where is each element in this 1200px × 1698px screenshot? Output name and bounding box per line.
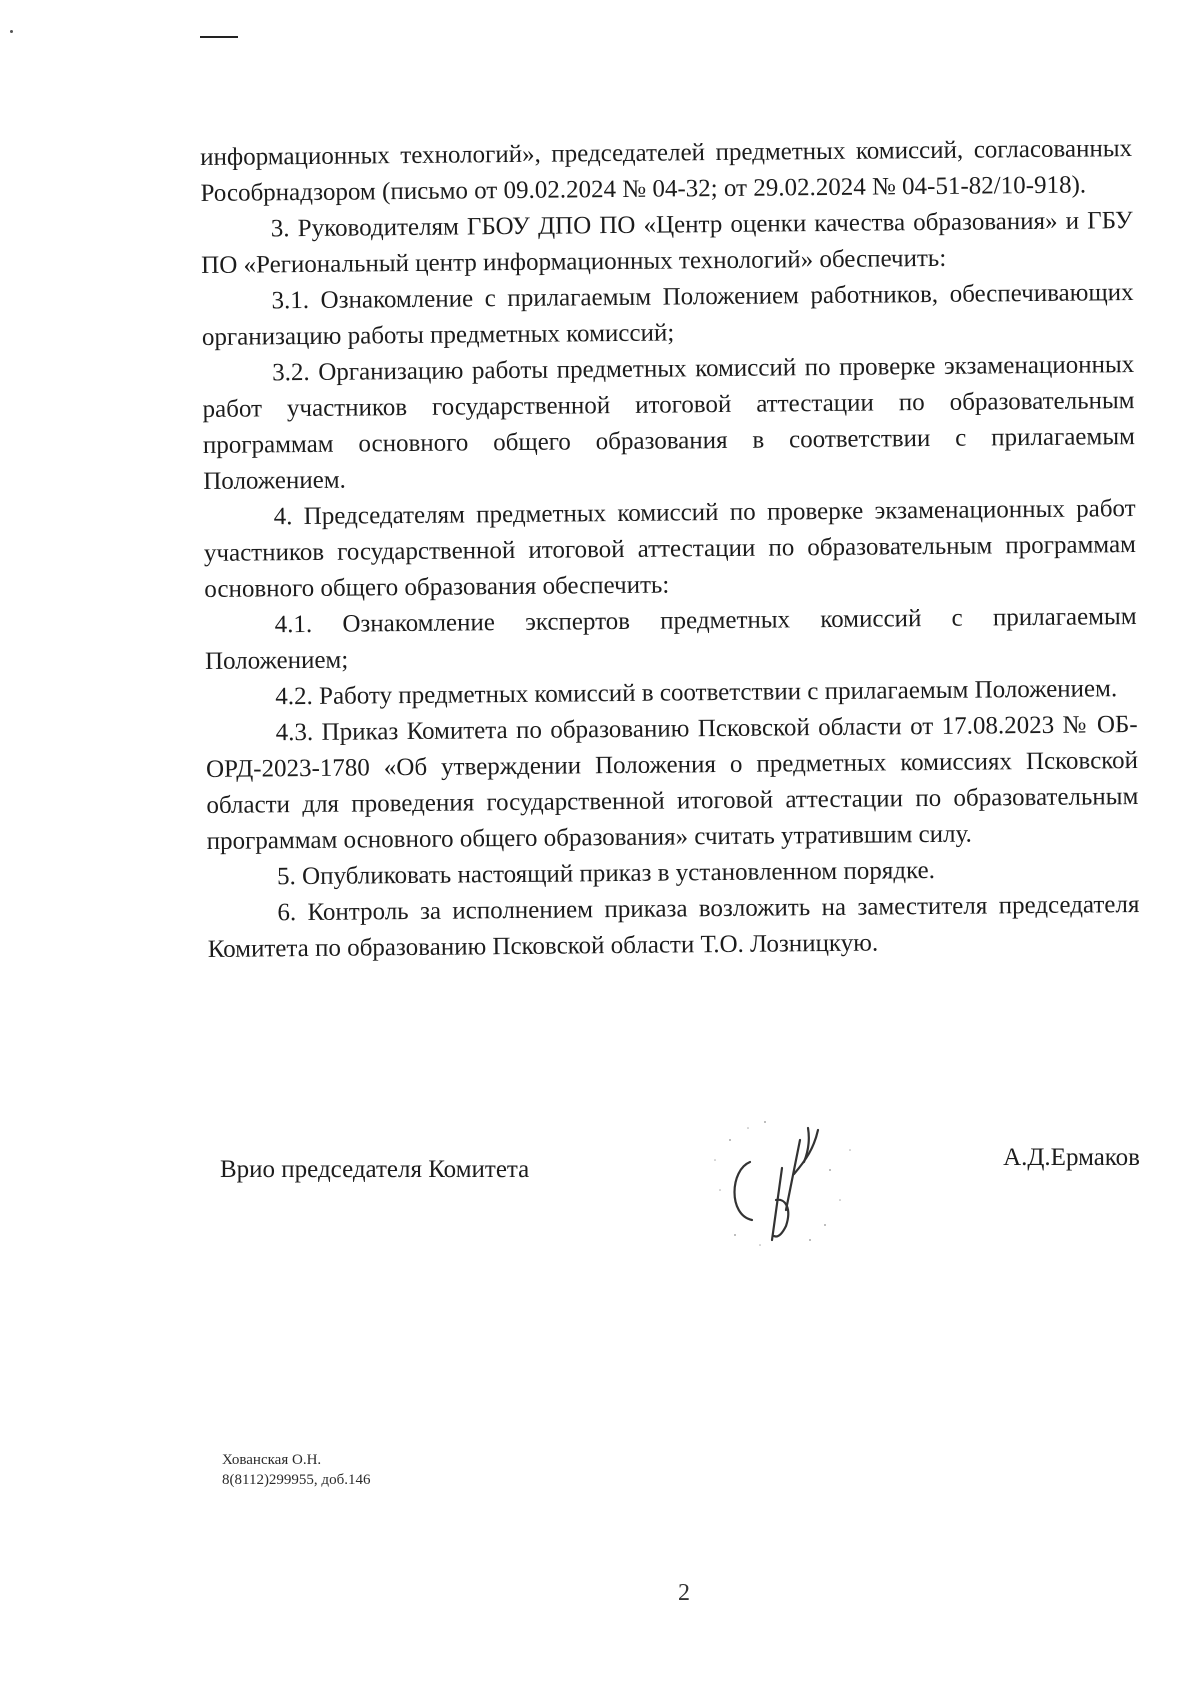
executor-phone: 8(8112)299955, доб.146: [222, 1472, 371, 1488]
signatory-title: Врио председателя Комитета: [220, 1156, 530, 1183]
paragraph-item-3-2: 3.2. Организацию работы предметных комиссий по проверке экзаменационных работ участников государственной итоговой аттестации по образовательным программам основного общего образования в соответствии с прилагаемым Положением.: [202, 351, 1136, 495]
document-body: [200, 131, 1140, 968]
paragraph-item-4-3: 4.3. Приказ Комитета по образованию Псковской области от 17.08.2023 № ОБ-ОРД-2023-1780 «Об утверждении Положения о предметных комиссиях Псковской области для проведения государственной итоговой аттестации по образовательным программам основного общего образования» считать утратившим силу.: [205, 711, 1139, 855]
contact-block: [222, 1450, 370, 1490]
signature-block: [210, 1140, 1140, 1200]
paragraph-item-6: 6. Контроль за исполнением приказа возложить на заместителя председателя Комитета по образованию Псковской области Т.О. Лозницкую.: [207, 891, 1140, 963]
paragraph-continuation: информационных технологий», председателей предметных комиссий, согласованных Рособрнадзором (письмо от 09.02.2024 № 04-32; от 29.02.2024 № 04-51-82/10-918).: [200, 135, 1133, 207]
paragraph-item-4-2: 4.2. Работу предметных комиссий в соответствии с прилагаемым Положением.: [275, 675, 1118, 711]
executor-name: Хованская О.Н.: [222, 1452, 322, 1468]
paragraph-item-3: 3. Руководителям ГБОУ ДПО ПО «Центр оценки качества образования» и ГБУ ПО «Региональный центр информационных технологий» обеспечить:: [201, 207, 1133, 279]
signatory-name: А.Д.Ермаков: [1003, 1144, 1140, 1171]
top-rule: [200, 36, 238, 38]
paragraph-item-4-1: 4.1. Ознакомление экспертов предметных комиссий с прилагаемым Положением;: [204, 603, 1137, 675]
paragraph-item-4: 4. Председателям предметных комиссий по проверке экзаменационных работ участников государственной итоговой аттестации по образовательным программам основного общего образования обеспечить:: [203, 495, 1137, 603]
paragraph-item-3-1: 3.1. Ознакомление с прилагаемым Положением работников, обеспечивающих организацию работы предметных комиссий;: [201, 279, 1134, 351]
handwritten-signature: [690, 1100, 890, 1250]
page-number: 2: [678, 1580, 690, 1606]
paragraph-item-5: 5. Опубликовать настоящий приказ в установленном порядке.: [276, 856, 936, 891]
scan-speck: [10, 30, 13, 33]
